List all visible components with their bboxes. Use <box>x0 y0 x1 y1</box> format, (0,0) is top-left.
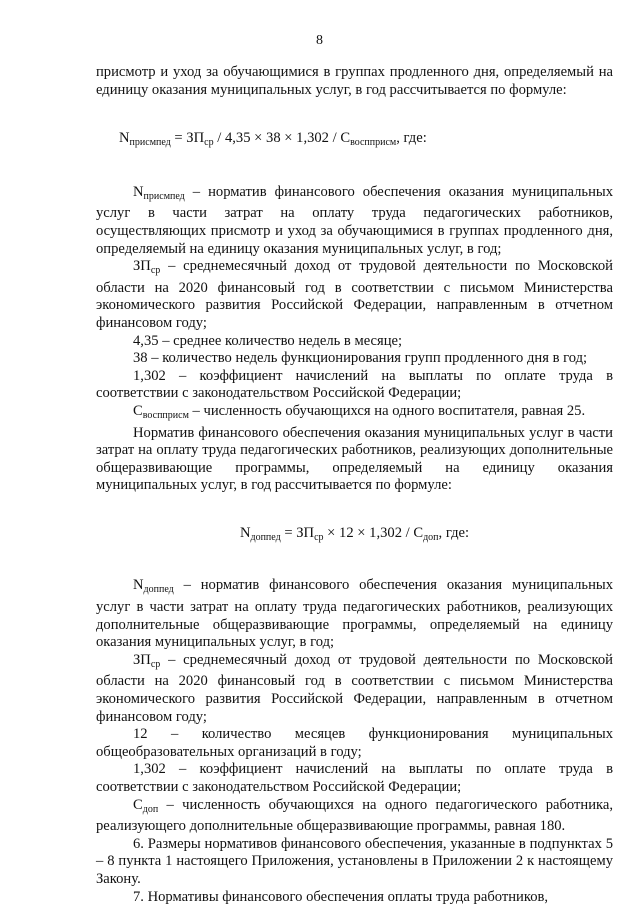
document-body <box>96 64 613 906</box>
definition-c-vospprism: $C_{воспприсм}$ – численность обучающихся на одного воспитателя, равная 25. <box>133 402 586 421</box>
definition-4-35: 4,35 – среднее количество недель в месяце; <box>133 332 403 349</box>
definition-38: 38 – количество недель функционирования групп продленного дня в год; <box>133 350 588 367</box>
definition-zp-avg: $ЗП_{ср}$ – среднемесячный доход от трудовой деятельности по Московской области на 2020 финансовый год в соответствии с письмом Министерства экономического развития Российской Федерации, направленным в отчетном финансовом году; <box>96 258 613 331</box>
definition-n-prismped: $N_{присмпед}$ – норматив финансового обеспечения оказания муниципальных услуг в части затрат на оплату труда педагогических работников, осуществляющих присмотр и уход за обучающимися в группах продленного дня, определяемый на единицу оказания муниципальных услуг, в год; <box>96 183 613 257</box>
definition-1-302-2: 1,302 – коэффициент начислений на выплаты по оплате труда в соответствии с законодательством Российской Федерации; <box>96 761 613 795</box>
paragraph-norm-additional: Норматив финансового обеспечения оказания муниципальных услуг в части затрат на оплату труда педагогических работников, реализующих дополнительные общеразвивающие программы, определяемый на единицу оказания муниципальных услуг, в год рассчитывается по формуле: <box>96 424 613 494</box>
formula-prismped: $N_{присмпед} = ЗП_{ср} / 4,35 \times 38 \times 1,302 / C_{воспприсм}$, где: <box>119 130 427 149</box>
paragraph-6: 6. Размеры нормативов финансового обеспечения, указанные в подпунктах 5 – 8 пункта 1 настоящего Приложения, установлены в Приложении 2 к настоящему Закону. <box>96 835 613 887</box>
definition-n-dopped: $N_{доппед}$ – норматив финансового обеспечения оказания муниципальных услуг в части затрат на оплату труда педагогических работников, реализующих дополнительные общеразвивающие программы, определяемый на единицу оказания муниципальных услуг, в год; <box>96 577 613 651</box>
paragraph-7: 7. Нормативы финансового обеспечения оплаты труда работников, <box>133 888 549 905</box>
intro-paragraph: присмотр и уход за обучающимися в группах продленного дня, определяемый на единицу оказания муниципальных услуг, в год рассчитывается по формуле: <box>96 64 613 98</box>
definition-12: 12 – количество месяцев функционирования муниципальных общеобразовательных организаций в году; <box>96 726 613 760</box>
definition-1-302: 1,302 – коэффициент начислений на выплаты по оплате труда в соответствии с законодательством Российской Федерации; <box>96 367 613 402</box>
formula-dopped: $N_{доппед} = ЗП_{ср} \times 12 \times 1,302 / C_{доп}$, где: <box>239 524 470 543</box>
definition-c-dop: $C_{доп}$ – численность обучающихся на одного педагогического работника, реализующего дополнительные общеразвивающие программы, равная 180. <box>96 796 613 835</box>
definition-zp-avg-2: $ЗП_{ср}$ – среднемесячный доход от трудовой деятельности по Московской области на 2020 финансовый год в соответствии с письмом Министерства экономического развития Российской Федерации, направленным в отчетном финансовом году; <box>96 651 613 725</box>
page-number: 8 <box>316 33 323 48</box>
